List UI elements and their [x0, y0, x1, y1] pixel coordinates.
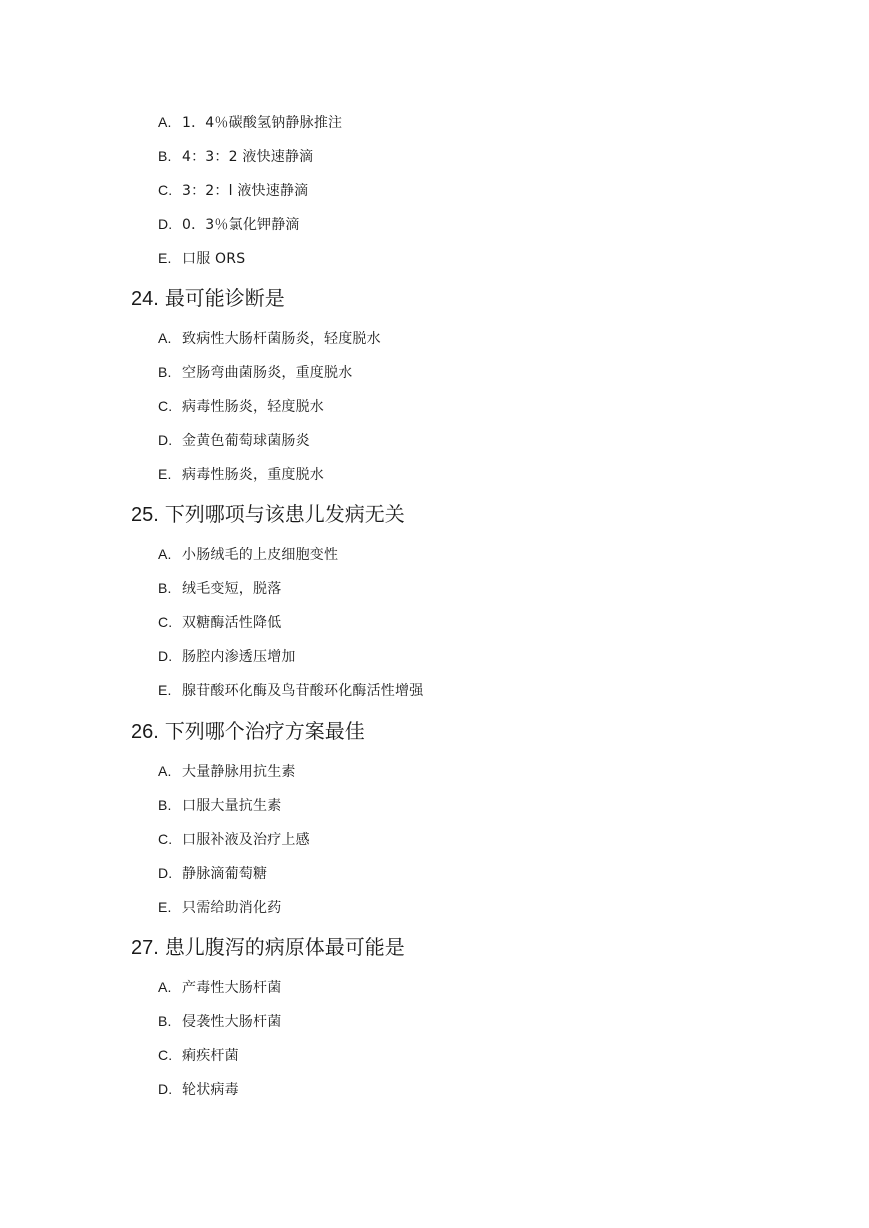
- option-text: 1．4％碳酸氢钠静脉推注: [182, 115, 343, 131]
- question-heading: [0, 924, 869, 970]
- question-heading: [0, 708, 869, 754]
- option-d[interactable]: [0, 639, 869, 673]
- option-b[interactable]: [0, 355, 869, 389]
- option-letter: C.: [158, 831, 173, 847]
- question-26: [0, 708, 869, 924]
- option-b[interactable]: [0, 139, 869, 173]
- option-a[interactable]: [0, 321, 869, 355]
- option-text: 肠腔内渗透压增加: [182, 649, 296, 665]
- option-b[interactable]: [0, 1004, 869, 1038]
- option-letter: A.: [158, 979, 172, 995]
- option-letter: D.: [158, 432, 173, 448]
- option-letter: B.: [158, 797, 172, 813]
- option-letter: E.: [158, 682, 172, 698]
- option-e[interactable]: [0, 457, 869, 491]
- option-c[interactable]: [0, 605, 869, 639]
- option-c[interactable]: [0, 822, 869, 856]
- option-text: 金黄色葡萄球菌肠炎: [182, 433, 310, 449]
- option-d[interactable]: [0, 207, 869, 241]
- question-text: 下列哪个治疗方案最佳: [164, 719, 365, 743]
- option-d[interactable]: [0, 423, 869, 457]
- option-text: 病毒性肠炎，重度脱水: [182, 467, 324, 483]
- option-text: 0．3％氯化钾静滴: [182, 217, 300, 233]
- option-letter: E.: [158, 899, 172, 915]
- question-options: [0, 537, 869, 707]
- option-letter: E.: [158, 466, 172, 482]
- option-d[interactable]: [0, 856, 869, 890]
- option-text: 绒毛变短，脱落: [182, 581, 282, 597]
- option-letter: A.: [158, 114, 172, 130]
- question-heading: [0, 491, 869, 537]
- option-letter: B.: [158, 1013, 172, 1029]
- question-number: 25.: [131, 504, 159, 526]
- question-options: [0, 754, 869, 924]
- option-e[interactable]: [0, 673, 869, 707]
- question-number: 24.: [131, 288, 159, 310]
- option-letter: D.: [158, 648, 173, 664]
- option-text: 致病性大肠杆菌肠炎，轻度脱水: [182, 331, 381, 347]
- option-a[interactable]: [0, 970, 869, 1004]
- option-text: 静脉滴葡萄糖: [182, 866, 268, 882]
- question-text: 患儿腹泻的病原体最可能是: [164, 935, 405, 959]
- option-text: 病毒性肠炎，轻度脱水: [182, 399, 324, 415]
- question-number: 26.: [131, 721, 159, 743]
- option-b[interactable]: [0, 571, 869, 605]
- option-c[interactable]: [0, 1038, 869, 1072]
- option-letter: D.: [158, 1081, 173, 1097]
- previous-question-options: [0, 105, 869, 275]
- question-heading: [0, 275, 869, 321]
- option-a[interactable]: [0, 105, 869, 139]
- question-25: [0, 491, 869, 707]
- option-a[interactable]: [0, 537, 869, 571]
- option-letter: C.: [158, 1047, 173, 1063]
- option-text: 大量静脉用抗生素: [182, 764, 296, 780]
- option-text: 4：3：2 液快速静滴: [182, 149, 314, 165]
- option-text: 口服大量抗生素: [182, 798, 282, 814]
- question-number: 27.: [131, 937, 159, 959]
- option-text: 口服补液及治疗上感: [182, 832, 310, 848]
- option-text: 口服 ORS: [182, 251, 246, 267]
- question-options: [0, 321, 869, 491]
- option-letter: B.: [158, 148, 172, 164]
- option-letter: E.: [158, 250, 172, 266]
- option-letter: B.: [158, 580, 172, 596]
- option-c[interactable]: [0, 389, 869, 423]
- question-text: 下列哪项与该患儿发病无关: [164, 502, 405, 526]
- option-letter: A.: [158, 546, 172, 562]
- option-letter: C.: [158, 398, 173, 414]
- option-e[interactable]: [0, 241, 869, 275]
- option-text: 轮状病毒: [182, 1082, 239, 1098]
- question-27: [0, 924, 869, 1106]
- question-24: [0, 275, 869, 491]
- option-text: 只需给助消化药: [182, 900, 282, 916]
- option-letter: D.: [158, 216, 173, 232]
- option-text: 3：2：l 液快速静滴: [182, 183, 309, 199]
- option-text: 产毒性大肠杆菌: [182, 980, 282, 996]
- option-letter: C.: [158, 182, 173, 198]
- option-text: 侵袭性大肠杆菌: [182, 1014, 282, 1030]
- option-e[interactable]: [0, 890, 869, 924]
- option-letter: C.: [158, 614, 173, 630]
- option-a[interactable]: [0, 754, 869, 788]
- option-letter: A.: [158, 330, 172, 346]
- option-text: 腺苷酸环化酶及鸟苷酸环化酶活性增强: [182, 683, 424, 699]
- option-text: 空肠弯曲菌肠炎，重度脱水: [182, 365, 353, 381]
- option-b[interactable]: [0, 788, 869, 822]
- question-text: 最可能诊断是: [164, 286, 285, 310]
- option-letter: B.: [158, 364, 172, 380]
- option-letter: D.: [158, 865, 173, 881]
- option-letter: A.: [158, 763, 172, 779]
- question-options: [0, 970, 869, 1106]
- option-text: 痢疾杆菌: [182, 1048, 239, 1064]
- option-text: 双糖酶活性降低: [182, 615, 282, 631]
- option-text: 小肠绒毛的上皮细胞变性: [182, 547, 339, 563]
- option-d[interactable]: [0, 1072, 869, 1106]
- option-c[interactable]: [0, 173, 869, 207]
